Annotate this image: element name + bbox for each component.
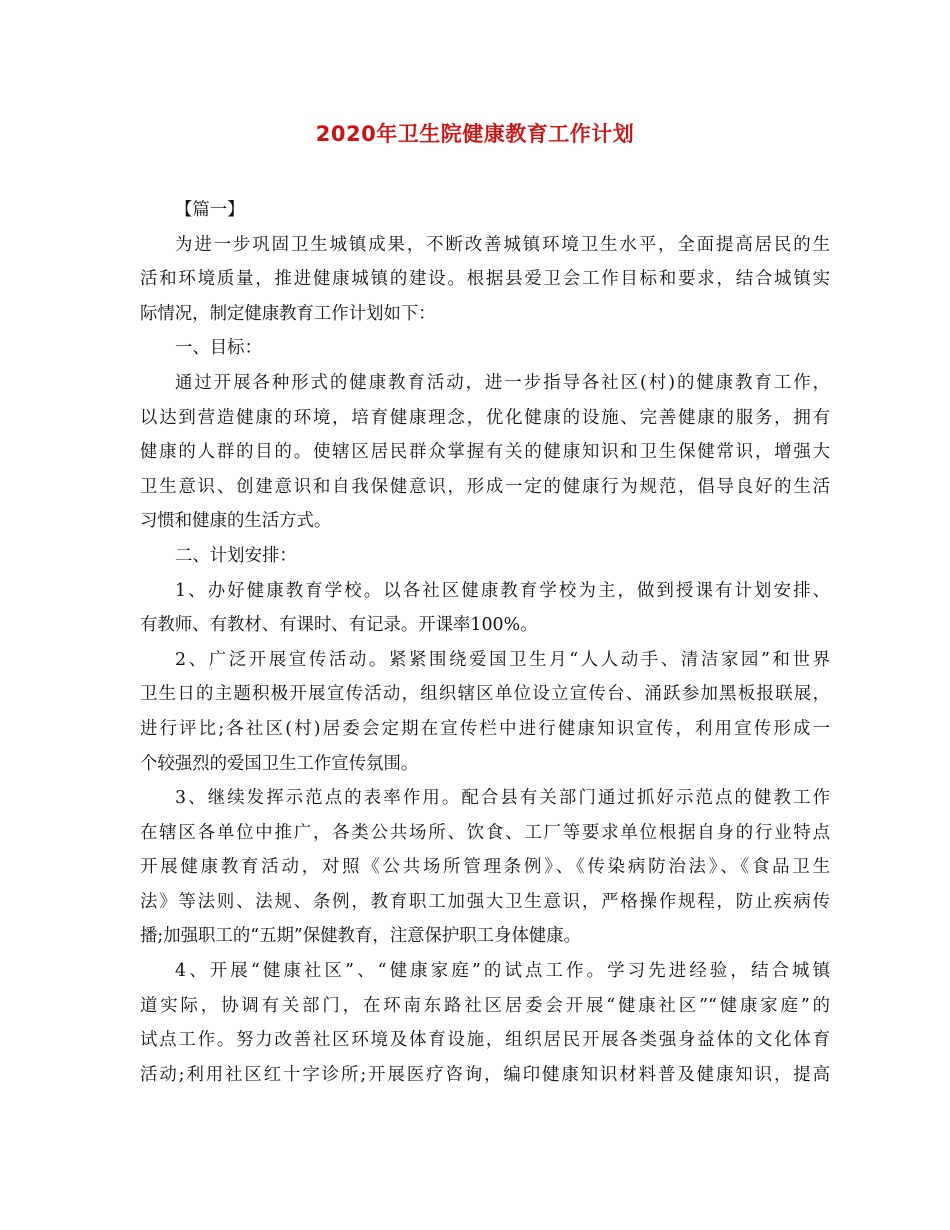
text-line: 际情况，制定健康教育工作计划如下： (140, 303, 436, 324)
text-line: 3、继续发挥示范点的表率作用。配合县有关部门通过抓好示范点的健教工作 (175, 788, 830, 809)
text-line: 个较强烈的爱国卫生工作宣传氛围。 (140, 753, 419, 774)
text-line: 开展健康教育活动，对照《公共场所管理条例》、《传染病防治法》、《食品卫生 (140, 857, 830, 878)
text-line: 卫生日的主题积极开展宣传活动，组织辖区单位设立宣传台、涌跃参加黑板报联展， (140, 684, 830, 705)
text-line: 有教师、有教材、有课时、有记录。开课率100%。 (140, 615, 538, 636)
document-title: 2020年卫生院健康教育工作计划 (315, 122, 635, 146)
text-line: 播;加强职工的“五期”保健教育，注意保护职工身体健康。 (140, 926, 582, 947)
text-line: 为进一步巩固卫生城镇成果，不断改善城镇环境卫生水平，全面提高居民的生 (175, 234, 830, 255)
text-line: 活和环境质量，推进健康城镇的建设。根据县爱卫会工作目标和要求，结合城镇实 (140, 269, 830, 290)
text-line: 卫生意识、创建意识和自我保健意识，形成一定的健康行为规范，倡导良好的生活 (140, 476, 830, 497)
text-line: 4、开展“健康社区”、“健康家庭”的试点工作。学习先进经验，结合城镇 (175, 961, 830, 982)
text-line: 试点工作。努力改善社区环境及体育设施，组织居民开展各类强身益体的文化体育 (140, 1030, 830, 1051)
text-line: 二、计划安排： (175, 545, 297, 566)
text-line: 通过开展各种形式的健康教育活动，进一步指导各社区(村)的健康教育工作， (175, 372, 830, 393)
text-line: 健康的人群的目的。使辖区居民群众掌握有关的健康知识和卫生保健常识，增强大 (140, 442, 830, 463)
text-line: 2、广泛开展宣传活动。紧紧围绕爱国卫生月“人人动手、清洁家园”和世界 (175, 649, 830, 670)
text-line: 在辖区各单位中推广，各类公共场所、饮食、工厂等要求单位根据自身的行业特点 (140, 822, 830, 843)
text-line: 道实际，协调有关部门，在环南东路社区居委会开展“健康社区”“健康家庭”的 (140, 995, 830, 1016)
text-line: 法》等法则、法规、条例，教育职工加强大卫生意识，严格操作规程，防止疾病传 (140, 891, 830, 912)
text-line: 习惯和健康的生活方式。 (140, 511, 332, 532)
text-line: 进行评比;各社区(村)居委会定期在宣传栏中进行健康知识宣传，利用宣传形成一 (140, 718, 830, 739)
text-line: 活动;利用社区红十字诊所;开展医疗咨询，编印健康知识材料普及健康知识，提高 (140, 1064, 830, 1085)
document-body (140, 193, 830, 1092)
text-line: 【篇一】 (175, 200, 245, 220)
text-line: 以达到营造健康的环境，培育健康理念，优化健康的设施、完善健康的服务，拥有 (140, 407, 830, 428)
text-line: 1、办好健康教育学校。以各社区健康教育学校为主，做到授课有计划安排、 (175, 580, 830, 601)
text-line: 一、目标： (175, 338, 262, 359)
